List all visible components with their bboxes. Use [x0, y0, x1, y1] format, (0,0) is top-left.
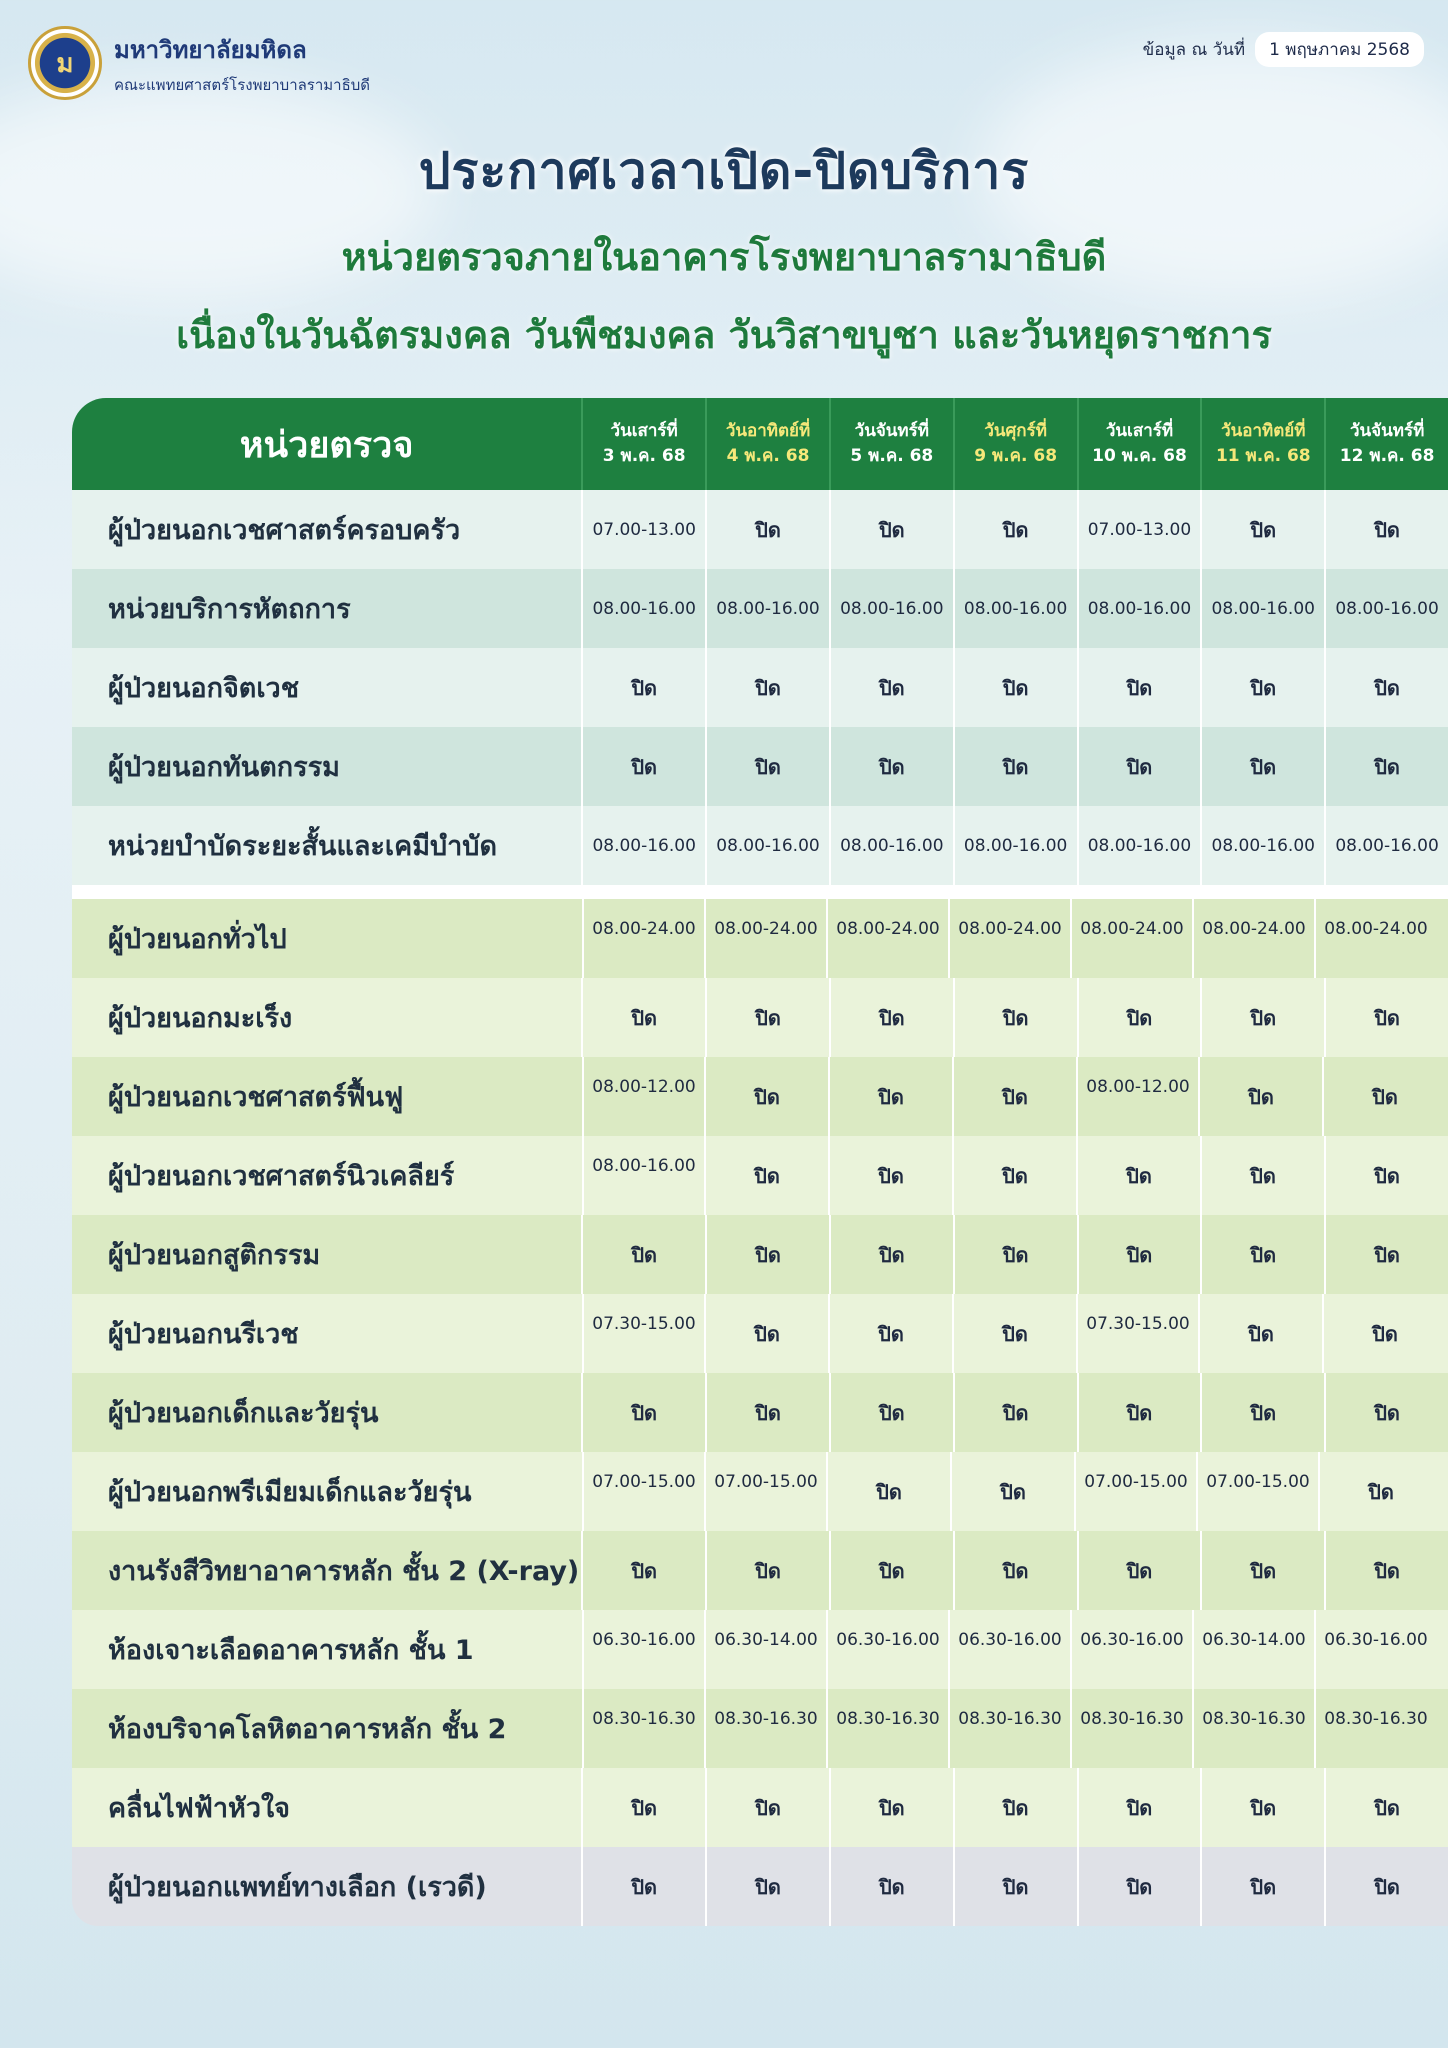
closed-cell: ปิด: [1198, 1294, 1322, 1373]
day-date: 9 พ.ค. 68: [974, 446, 1058, 466]
mahidol-logo-icon: ม: [28, 26, 102, 100]
closed-cell: ปิด: [950, 1452, 1074, 1531]
hours-cell: 08.30-16.30: [704, 1689, 826, 1768]
day-name: วันอาทิตย์ที่: [1221, 421, 1306, 442]
closed-cell: ปิด: [705, 1373, 829, 1452]
unit-name: ผู้ป่วยนอกแพทย์ทางเลือก (เรวดี): [108, 1872, 487, 1903]
hours-cell: 08.00-24.00: [1314, 899, 1436, 978]
closed-cell: ปิด: [581, 1531, 705, 1610]
closed-cell: ปิด: [1077, 1847, 1201, 1926]
unit-name: หน่วยบริการหัตถการ: [108, 594, 351, 625]
table-row: [72, 490, 1448, 569]
hours-cell: 07.00-13.00: [581, 490, 705, 569]
hours-cell: 08.30-16.30: [948, 1689, 1070, 1768]
closed-cell: ปิด: [953, 727, 1077, 806]
closed-cell: ปิด: [1324, 1531, 1448, 1610]
closed-cell: ปิด: [1318, 1452, 1442, 1531]
closed-cell: ปิด: [581, 1215, 705, 1294]
day-name: วันจันทร์ที่: [1349, 421, 1425, 442]
closed-cell: ปิด: [829, 1215, 953, 1294]
page-title: ประกาศเวลาเปิด-ปิดบริการ: [418, 142, 1030, 200]
hours-cell: 08.00-16.00: [1324, 569, 1448, 648]
unit-name: ห้องเจาะเลือดอาคารหลัก ชั้น 1: [108, 1635, 474, 1666]
hours-cell: 08.00-24.00: [1192, 899, 1314, 978]
closed-cell: ปิด: [829, 490, 953, 569]
hours-cell: 08.00-24.00: [826, 899, 948, 978]
closed-cell: ปิด: [826, 1452, 950, 1531]
closed-cell: ปิด: [581, 1373, 705, 1452]
closed-cell: ปิด: [581, 1768, 705, 1847]
hours-cell: 07.00-13.00: [1077, 490, 1201, 569]
closed-cell: ปิด: [952, 1294, 1076, 1373]
closed-cell: ปิด: [581, 1847, 705, 1926]
hours-cell: 08.00-24.00: [582, 899, 704, 978]
closed-cell: ปิด: [704, 1057, 828, 1136]
hours-cell: 07.30-15.00: [1076, 1294, 1198, 1373]
closed-cell: ปิด: [1198, 1057, 1322, 1136]
unit-name: ผู้ป่วยนอกเด็กและวัยรุ่น: [108, 1398, 379, 1429]
closed-cell: ปิด: [705, 727, 829, 806]
unit-name: ผู้ป่วยนอกเวชศาสตร์ครอบครัว: [108, 515, 461, 546]
hours-cell: 07.00-15.00: [704, 1452, 826, 1531]
hours-cell: 06.30-16.00: [1070, 1610, 1192, 1689]
table-row: [72, 1768, 1448, 1847]
unit-name: ผู้ป่วยนอกจิตเวช: [108, 673, 300, 704]
page-subtitle-occasion: เนื่องในวันฉัตรมงคล วันพืชมงคล วันวิสาขบูชา และวันหยุดราชการ: [176, 313, 1272, 357]
closed-cell: ปิด: [828, 1294, 952, 1373]
closed-cell: ปิด: [953, 490, 1077, 569]
unit-name: ผู้ป่วยนอกนรีเวช: [108, 1319, 299, 1350]
hours-cell: 08.30-16.30: [582, 1689, 704, 1768]
hours-cell: 08.00-16.00: [581, 569, 705, 648]
hours-cell: 08.00-16.00: [829, 569, 953, 648]
hours-cell: 08.00-16.00: [1200, 806, 1324, 885]
closed-cell: ปิด: [705, 1215, 829, 1294]
closed-cell: ปิด: [1200, 727, 1324, 806]
closed-cell: ปิด: [1200, 978, 1324, 1057]
day-column-header: [1200, 398, 1324, 490]
closed-cell: ปิด: [704, 1294, 828, 1373]
hours-cell: 08.00-16.00: [1324, 806, 1448, 885]
closed-cell: ปิด: [1077, 1531, 1201, 1610]
hours-cell: 08.00-24.00: [948, 899, 1070, 978]
closed-cell: ปิด: [1076, 1136, 1200, 1215]
closed-cell: ปิด: [1200, 1847, 1324, 1926]
hours-cell: 06.30-14.00: [1192, 1610, 1314, 1689]
closed-cell: ปิด: [829, 1768, 953, 1847]
closed-cell: ปิด: [1322, 1294, 1446, 1373]
closed-cell: ปิด: [1077, 648, 1201, 727]
closed-cell: ปิด: [1324, 1215, 1448, 1294]
hours-cell: 08.00-16.00: [705, 806, 829, 885]
table-row: [72, 1531, 1448, 1610]
closed-cell: ปิด: [1200, 1768, 1324, 1847]
closed-cell: ปิด: [705, 1847, 829, 1926]
closed-cell: ปิด: [1200, 490, 1324, 569]
hours-cell: 08.00-12.00: [582, 1057, 704, 1136]
closed-cell: ปิด: [1324, 1136, 1448, 1215]
closed-cell: ปิด: [1200, 1373, 1324, 1452]
closed-cell: ปิด: [829, 727, 953, 806]
closed-cell: ปิด: [1077, 978, 1201, 1057]
hours-cell: 06.30-14.00: [704, 1610, 826, 1689]
table-row: [72, 727, 1448, 806]
schedule-table: [72, 398, 1448, 1926]
closed-cell: ปิด: [704, 1136, 828, 1215]
closed-cell: ปิด: [952, 1136, 1076, 1215]
day-date: 3 พ.ค. 68: [602, 446, 686, 466]
table-row: [72, 899, 1448, 978]
day-date: 12 พ.ค. 68: [1339, 446, 1435, 466]
unit-name: ผู้ป่วยนอกเวชศาสตร์ฟื้นฟู: [108, 1082, 404, 1113]
hours-cell: 08.00-16.00: [582, 1136, 704, 1215]
table-row: [72, 1057, 1448, 1136]
hours-cell: 07.00-15.00: [582, 1452, 704, 1531]
hours-cell: 08.30-16.30: [1070, 1689, 1192, 1768]
closed-cell: ปิด: [1324, 727, 1448, 806]
closed-cell: ปิด: [829, 978, 953, 1057]
day-column-header: [581, 398, 705, 490]
day-name: วันอาทิตย์ที่: [725, 421, 811, 442]
faculty-name: คณะแพทยศาสตร์โรงพยาบาลรามาธิบดี: [114, 75, 371, 94]
table-header: [72, 398, 1448, 490]
closed-cell: ปิด: [705, 1768, 829, 1847]
page-subtitle: หน่วยตรวจภายในอาคารโรงพยาบาลรามาธิบดี: [341, 235, 1107, 279]
closed-cell: ปิด: [1077, 727, 1201, 806]
hours-cell: 08.00-16.00: [829, 806, 953, 885]
day-column-header: [829, 398, 953, 490]
closed-cell: ปิด: [1324, 490, 1448, 569]
closed-cell: ปิด: [1200, 1136, 1324, 1215]
closed-cell: ปิด: [705, 648, 829, 727]
hours-cell: 06.30-16.00: [1314, 1610, 1436, 1689]
hours-cell: 06.30-16.00: [948, 1610, 1070, 1689]
hours-cell: 08.30-16.30: [826, 1689, 948, 1768]
closed-cell: ปิด: [1077, 1768, 1201, 1847]
hours-cell: 08.00-16.00: [953, 569, 1077, 648]
table-body: [72, 490, 1448, 1926]
table-row: [72, 1294, 1448, 1373]
unit-name: ผู้ป่วยนอกสูติกรรม: [108, 1240, 321, 1271]
hours-cell: 08.00-16.00: [1077, 806, 1201, 885]
day-date: 5 พ.ค. 68: [850, 446, 934, 466]
closed-cell: ปิด: [829, 1847, 953, 1926]
closed-cell: ปิด: [705, 978, 829, 1057]
closed-cell: ปิด: [1324, 1847, 1448, 1926]
closed-cell: ปิด: [952, 1057, 1076, 1136]
closed-cell: ปิด: [1077, 1373, 1201, 1452]
hours-cell: 08.00-24.00: [704, 899, 826, 978]
closed-cell: ปิด: [953, 1768, 1077, 1847]
table-row: [72, 1215, 1448, 1294]
unit-name: งานรังสีวิทยาอาคารหลัก ชั้น 2 (X-ray): [108, 1556, 580, 1587]
day-name: วันศุกร์ที่: [984, 421, 1047, 442]
day-column-header: [705, 398, 829, 490]
closed-cell: ปิด: [953, 648, 1077, 727]
hours-cell: 06.30-16.00: [582, 1610, 704, 1689]
closed-cell: ปิด: [1200, 1531, 1324, 1610]
as-of-info: [1143, 32, 1424, 67]
unit-name: ผู้ป่วยนอกทั่วไป: [108, 924, 287, 955]
closed-cell: ปิด: [581, 727, 705, 806]
closed-cell: ปิด: [581, 648, 705, 727]
day-date: 11 พ.ค. 68: [1215, 446, 1311, 466]
closed-cell: ปิด: [705, 1531, 829, 1610]
closed-cell: ปิด: [705, 490, 829, 569]
table-row: [72, 806, 1448, 885]
hours-cell: 07.00-15.00: [1196, 1452, 1318, 1531]
as-of-label: ข้อมูล ณ วันที่: [1142, 40, 1246, 60]
day-column-header: [953, 398, 1077, 490]
header-brand: [28, 26, 370, 100]
closed-cell: ปิด: [953, 1847, 1077, 1926]
day-column-header: [1324, 398, 1448, 490]
day-column-header: [1077, 398, 1201, 490]
closed-cell: ปิด: [828, 1136, 952, 1215]
unit-name: ผู้ป่วยนอกทันตกรรม: [108, 752, 340, 783]
day-date: 4 พ.ค. 68: [726, 446, 810, 466]
closed-cell: ปิด: [953, 1373, 1077, 1452]
closed-cell: ปิด: [829, 648, 953, 727]
closed-cell: ปิด: [953, 978, 1077, 1057]
as-of-date-badge: 1 พฤษภาคม 2568: [1255, 32, 1424, 67]
hours-cell: 06.30-16.00: [826, 1610, 948, 1689]
unit-name: ผู้ป่วยนอกมะเร็ง: [108, 1003, 293, 1034]
unit-name: ผู้ป่วยนอกเวชศาสตร์นิวเคลียร์: [108, 1161, 455, 1192]
day-date: 10 พ.ค. 68: [1092, 446, 1187, 466]
unit-name: หน่วยบำบัดระยะสั้นและเคมีบำบัด: [108, 831, 497, 862]
table-row: [72, 648, 1448, 727]
closed-cell: ปิด: [1077, 1215, 1201, 1294]
closed-cell: ปิด: [1200, 648, 1324, 727]
table-row: [72, 1847, 1448, 1926]
table-row: [72, 1136, 1448, 1215]
unit-name: คลื่นไฟฟ้าหัวใจ: [108, 1793, 290, 1824]
university-name: มหาวิทยาลัยมหิดล: [114, 35, 307, 64]
hours-cell: 08.00-16.00: [953, 806, 1077, 885]
closed-cell: ปิด: [953, 1531, 1077, 1610]
closed-cell: ปิด: [581, 978, 705, 1057]
unit-name: ผู้ป่วยนอกพรีเมียมเด็กและวัยรุ่น: [108, 1477, 472, 1508]
hours-cell: 07.30-15.00: [582, 1294, 704, 1373]
table-row: [72, 1373, 1448, 1452]
table-row: [72, 1689, 1448, 1768]
closed-cell: ปิด: [829, 1531, 953, 1610]
closed-cell: ปิด: [953, 1215, 1077, 1294]
day-name: วันจันทร์ที่: [854, 421, 929, 442]
closed-cell: ปิด: [1200, 1215, 1324, 1294]
closed-cell: ปิด: [1324, 1373, 1448, 1452]
closed-cell: ปิด: [1324, 978, 1448, 1057]
closed-cell: ปิด: [1322, 1057, 1446, 1136]
hours-cell: 07.00-15.00: [1074, 1452, 1196, 1531]
hours-cell: 08.00-16.00: [581, 806, 705, 885]
table-row: [72, 1452, 1448, 1531]
hours-cell: 08.30-16.30: [1192, 1689, 1314, 1768]
table-row: [72, 1610, 1448, 1689]
hours-cell: 08.00-16.00: [1077, 569, 1201, 648]
hours-cell: 08.30-16.30: [1314, 1689, 1436, 1768]
day-name: วันเสาร์ที่: [1105, 421, 1174, 442]
unit-column-header: หน่วยตรวจ: [239, 424, 414, 466]
table-row: [72, 569, 1448, 648]
day-name: วันเสาร์ที่: [610, 421, 678, 442]
hours-cell: 08.00-24.00: [1070, 899, 1192, 978]
closed-cell: ปิด: [1324, 1768, 1448, 1847]
hours-cell: 08.00-12.00: [1076, 1057, 1198, 1136]
hours-cell: 08.00-16.00: [1200, 569, 1324, 648]
hours-cell: 08.00-16.00: [705, 569, 829, 648]
closed-cell: ปิด: [828, 1057, 952, 1136]
organization-name: [114, 30, 370, 97]
unit-name: ห้องบริจาคโลหิตอาคารหลัก ชั้น 2: [108, 1714, 507, 1745]
table-row: [72, 978, 1448, 1057]
closed-cell: ปิด: [829, 1373, 953, 1452]
section-divider: [72, 885, 1448, 899]
closed-cell: ปิด: [1324, 648, 1448, 727]
